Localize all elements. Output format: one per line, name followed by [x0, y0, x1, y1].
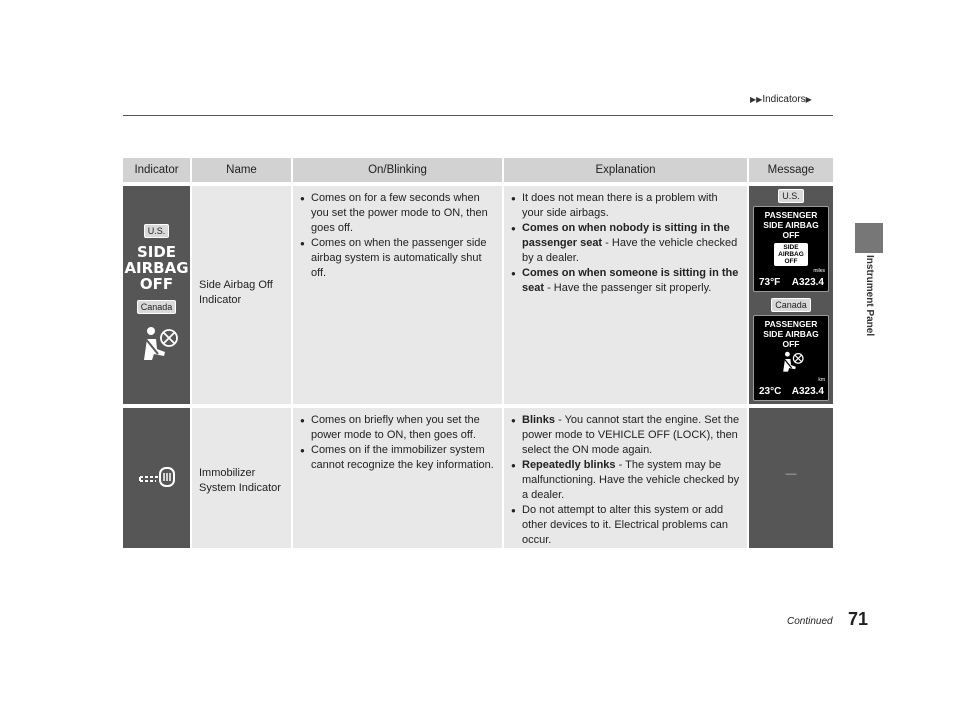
list-item: ● Comes on for a few seconds when you set the power mode to ON, then goes off.	[300, 191, 496, 236]
indicator-cell	[123, 406, 191, 548]
outside-temperature: 23°C	[759, 386, 782, 397]
breadcrumb-arrow-icon: ▶	[805, 95, 812, 104]
table-row	[123, 406, 833, 548]
region-badge-canada: Canada	[137, 300, 177, 314]
side-airbag-off-icon: SIDE AIRBAG OFF	[774, 243, 808, 266]
display-message-canada: PASSENGER SIDE AIRBAG OFF km 23°C A323.4	[753, 315, 829, 401]
list-item: ● Comes on briefly when you set the power mode to ON, then goes off.	[300, 413, 496, 443]
side-airbag-off-icon: SIDE AIRBAG OFF	[124, 243, 189, 293]
region-badge-us: U.S.	[778, 189, 804, 203]
list-item: ● Comes on when someone is sitting in the seat - Have the passenger sit properly.	[511, 266, 741, 296]
region-badge-canada: Canada	[771, 298, 811, 312]
table-header-row	[123, 158, 833, 184]
seatbelt-airbag-off-icon	[776, 350, 806, 374]
outside-temperature: 73°F	[759, 277, 781, 288]
list-item: ● Comes on if the immobilizer system cannot recognize the key information.	[300, 443, 496, 473]
display-message-us: PASSENGER SIDE AIRBAG OFF SIDE AIRBAG OFF miles 73°F A323.4	[753, 206, 829, 292]
list-item: ● Do not attempt to alter this system or add other devices to it. Electrical problems can occur.	[511, 503, 741, 548]
list-item: ● Repeatedly blinks - The system may be malfunctioning. Have the vehicle checked by a dealer.	[511, 458, 741, 503]
continued-label: Continued	[787, 616, 833, 627]
section-tab-label: Instrument Panel	[864, 255, 875, 337]
section-tab-marker	[855, 223, 883, 253]
list-item: ● Comes on when nobody is sitting in the passenger seat - Have the vehicle checked by a dealer.	[511, 221, 741, 266]
indicator-name: Side Airbag Off Indicator	[199, 279, 273, 306]
on-blinking-list	[293, 408, 502, 473]
list-item: ● It does not mean there is a problem with your side airbags.	[511, 191, 741, 221]
column-header-on-blinking: On/Blinking	[292, 158, 503, 184]
list-item: ● Comes on when the passenger side airbag system is automatically shut off.	[300, 236, 496, 281]
column-header-indicator: Indicator	[123, 158, 191, 184]
indicator-name: Immobilizer System Indicator	[199, 467, 281, 494]
odometer-reading: A323.4	[791, 277, 824, 288]
breadcrumb	[750, 94, 812, 105]
region-badge-us: U.S.	[144, 224, 170, 238]
message-cell	[748, 184, 833, 406]
page-number: 71	[848, 609, 869, 629]
seatbelt-airbag-off-icon	[135, 324, 179, 364]
indicator-table	[123, 158, 833, 548]
column-header-message: Message	[748, 158, 833, 184]
table-row	[123, 184, 833, 406]
immobilizer-key-icon	[137, 466, 177, 488]
no-message-dash: —	[785, 468, 797, 480]
indicator-cell	[123, 184, 191, 406]
explanation-list	[504, 186, 747, 296]
breadcrumb-arrow-icon: ▶▶	[750, 95, 763, 104]
header-rule	[123, 115, 833, 116]
odometer-unit: km	[818, 377, 825, 383]
odometer-reading: A323.4	[791, 386, 824, 397]
column-header-explanation: Explanation	[503, 158, 748, 184]
message-cell	[748, 406, 833, 548]
list-item: ● Blinks - You cannot start the engine. Set the power mode to VEHICLE OFF (LOCK), then select the ON mode again.	[511, 413, 741, 458]
odometer-unit: miles	[813, 268, 825, 274]
column-header-name: Name	[191, 158, 292, 184]
breadcrumb-label: Indicators	[762, 94, 806, 105]
on-blinking-list	[293, 186, 502, 281]
explanation-list	[504, 408, 747, 548]
